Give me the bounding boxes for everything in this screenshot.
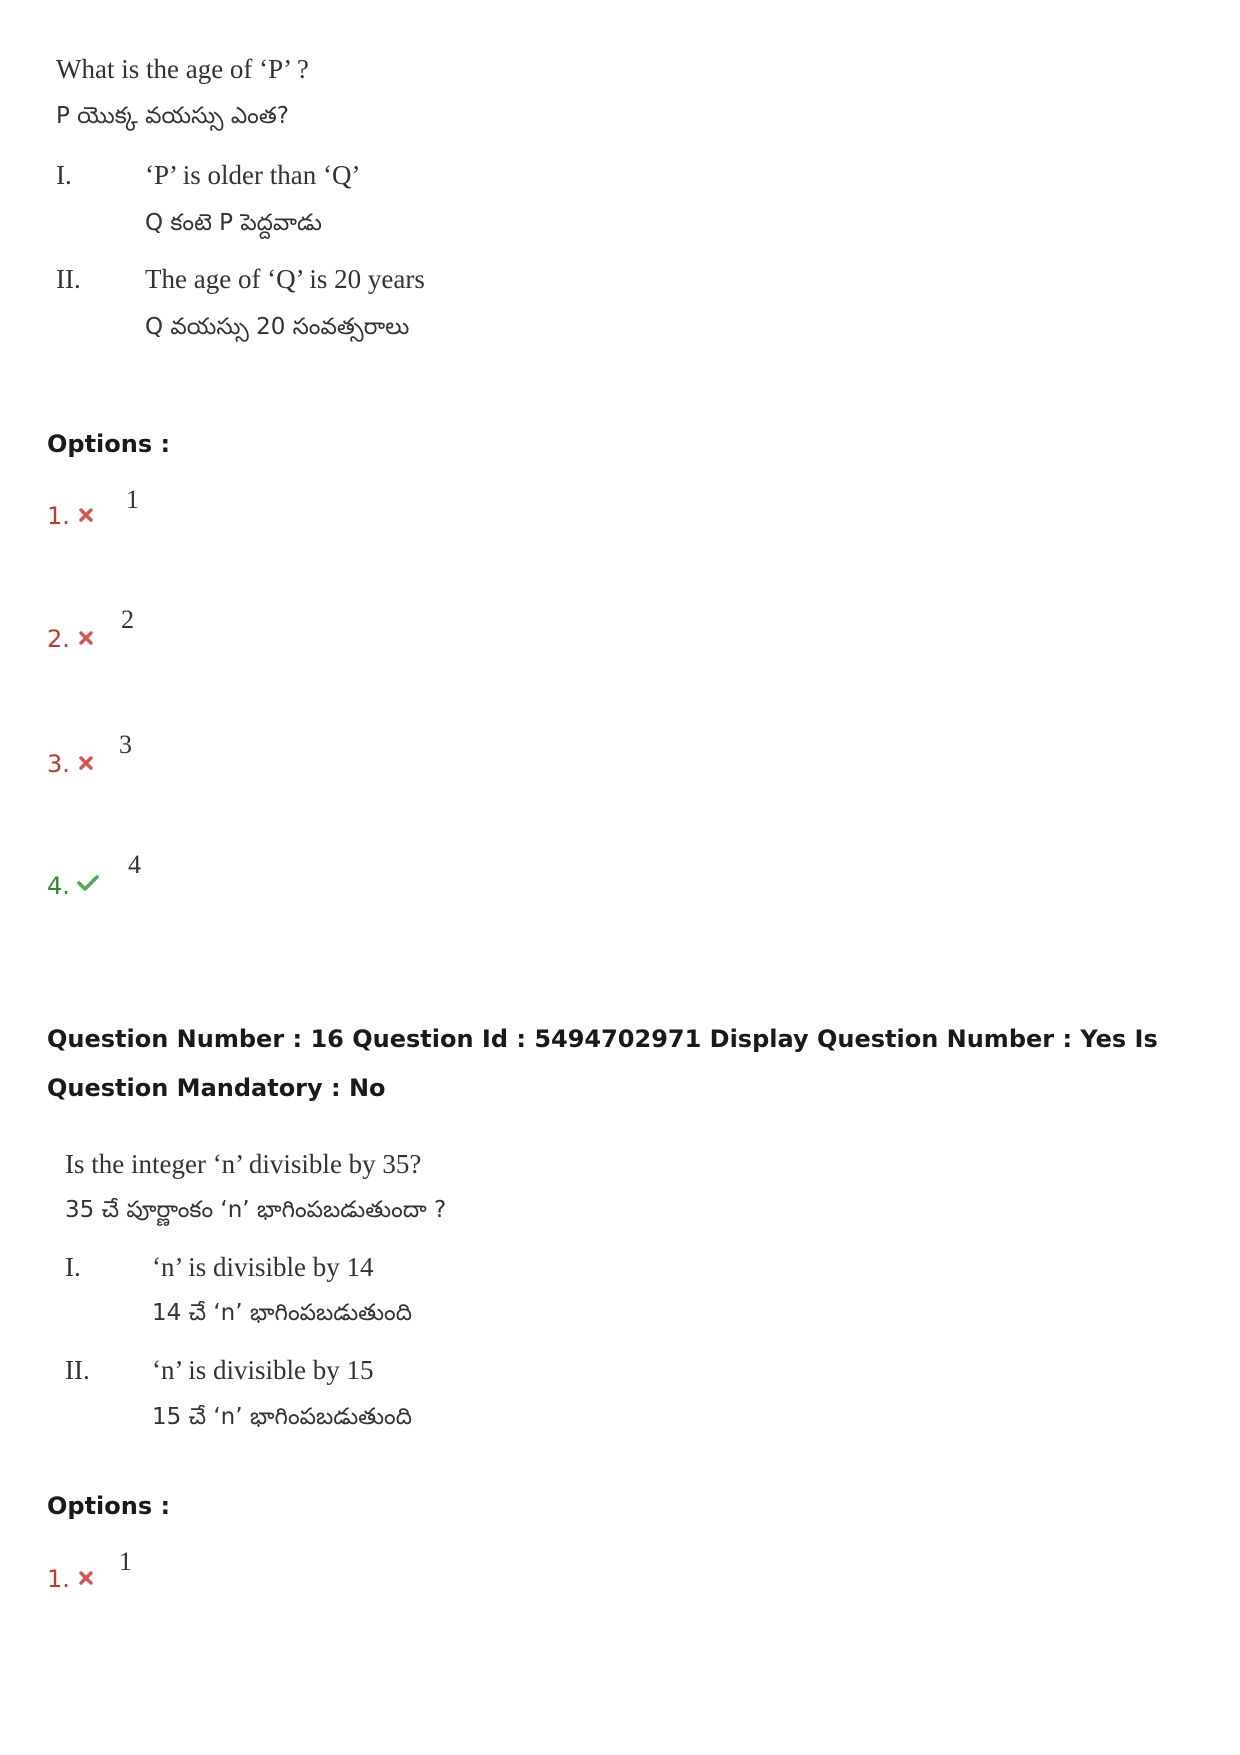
statement-telugu: Q వయస్సు 20 సంవత్సరాలు <box>145 314 410 340</box>
option-number: 3. <box>47 750 70 778</box>
question-stem-english: What is the age of ‘P’ ? <box>56 54 309 84</box>
statement-label: I. <box>56 160 72 190</box>
wrong-cross-icon <box>79 1571 93 1585</box>
option-number: 2. <box>47 625 70 653</box>
question-stem-telugu: 35 చే పూర్ణాంకం ‘n’ భాగింపబడుతుందా ? <box>65 1197 447 1223</box>
statement-label: II. <box>56 264 81 294</box>
wrong-cross-icon <box>79 631 93 645</box>
option-value: 3 <box>119 730 132 759</box>
correct-check-icon <box>77 874 99 892</box>
option-value: 4 <box>128 850 141 879</box>
question-stem-telugu: P యొక్క వయస్సు ఎంత? <box>56 103 289 129</box>
statement-telugu: 14 చే ‘n’ భాగింపబడుతుంది <box>152 1300 412 1326</box>
statement-english: ‘n’ is divisible by 14 <box>152 1252 374 1282</box>
option-number: 1. <box>47 502 70 530</box>
option-value: 2 <box>121 605 134 634</box>
statement-english: ‘n’ is divisible by 15 <box>152 1355 374 1385</box>
wrong-cross-icon <box>79 508 93 522</box>
statement-english: The age of ‘Q’ is 20 years <box>145 264 425 294</box>
question-header: Question Number : 16 Question Id : 5494702971 Display Question Number : Yes Is Question Mandatory : No <box>47 1025 1158 1102</box>
statement-english: ‘P’ is older than ‘Q’ <box>145 160 361 190</box>
statement-label: I. <box>65 1252 81 1282</box>
statement-telugu: 15 చే ‘n’ భాగింపబడుతుంది <box>152 1404 412 1430</box>
wrong-cross-icon <box>79 756 93 770</box>
options-heading: Options : <box>47 1492 171 1520</box>
statement-label: II. <box>65 1355 90 1385</box>
option-value: 1 <box>126 485 139 514</box>
statement-telugu: Q కంటె P పెద్దవాడు <box>145 210 323 236</box>
option-number: 4. <box>47 872 70 900</box>
option-number: 1. <box>47 1565 70 1593</box>
option-value: 1 <box>119 1547 132 1576</box>
options-heading: Options : <box>47 430 171 458</box>
question-stem-english: Is the integer ‘n’ divisible by 35? <box>65 1149 422 1179</box>
